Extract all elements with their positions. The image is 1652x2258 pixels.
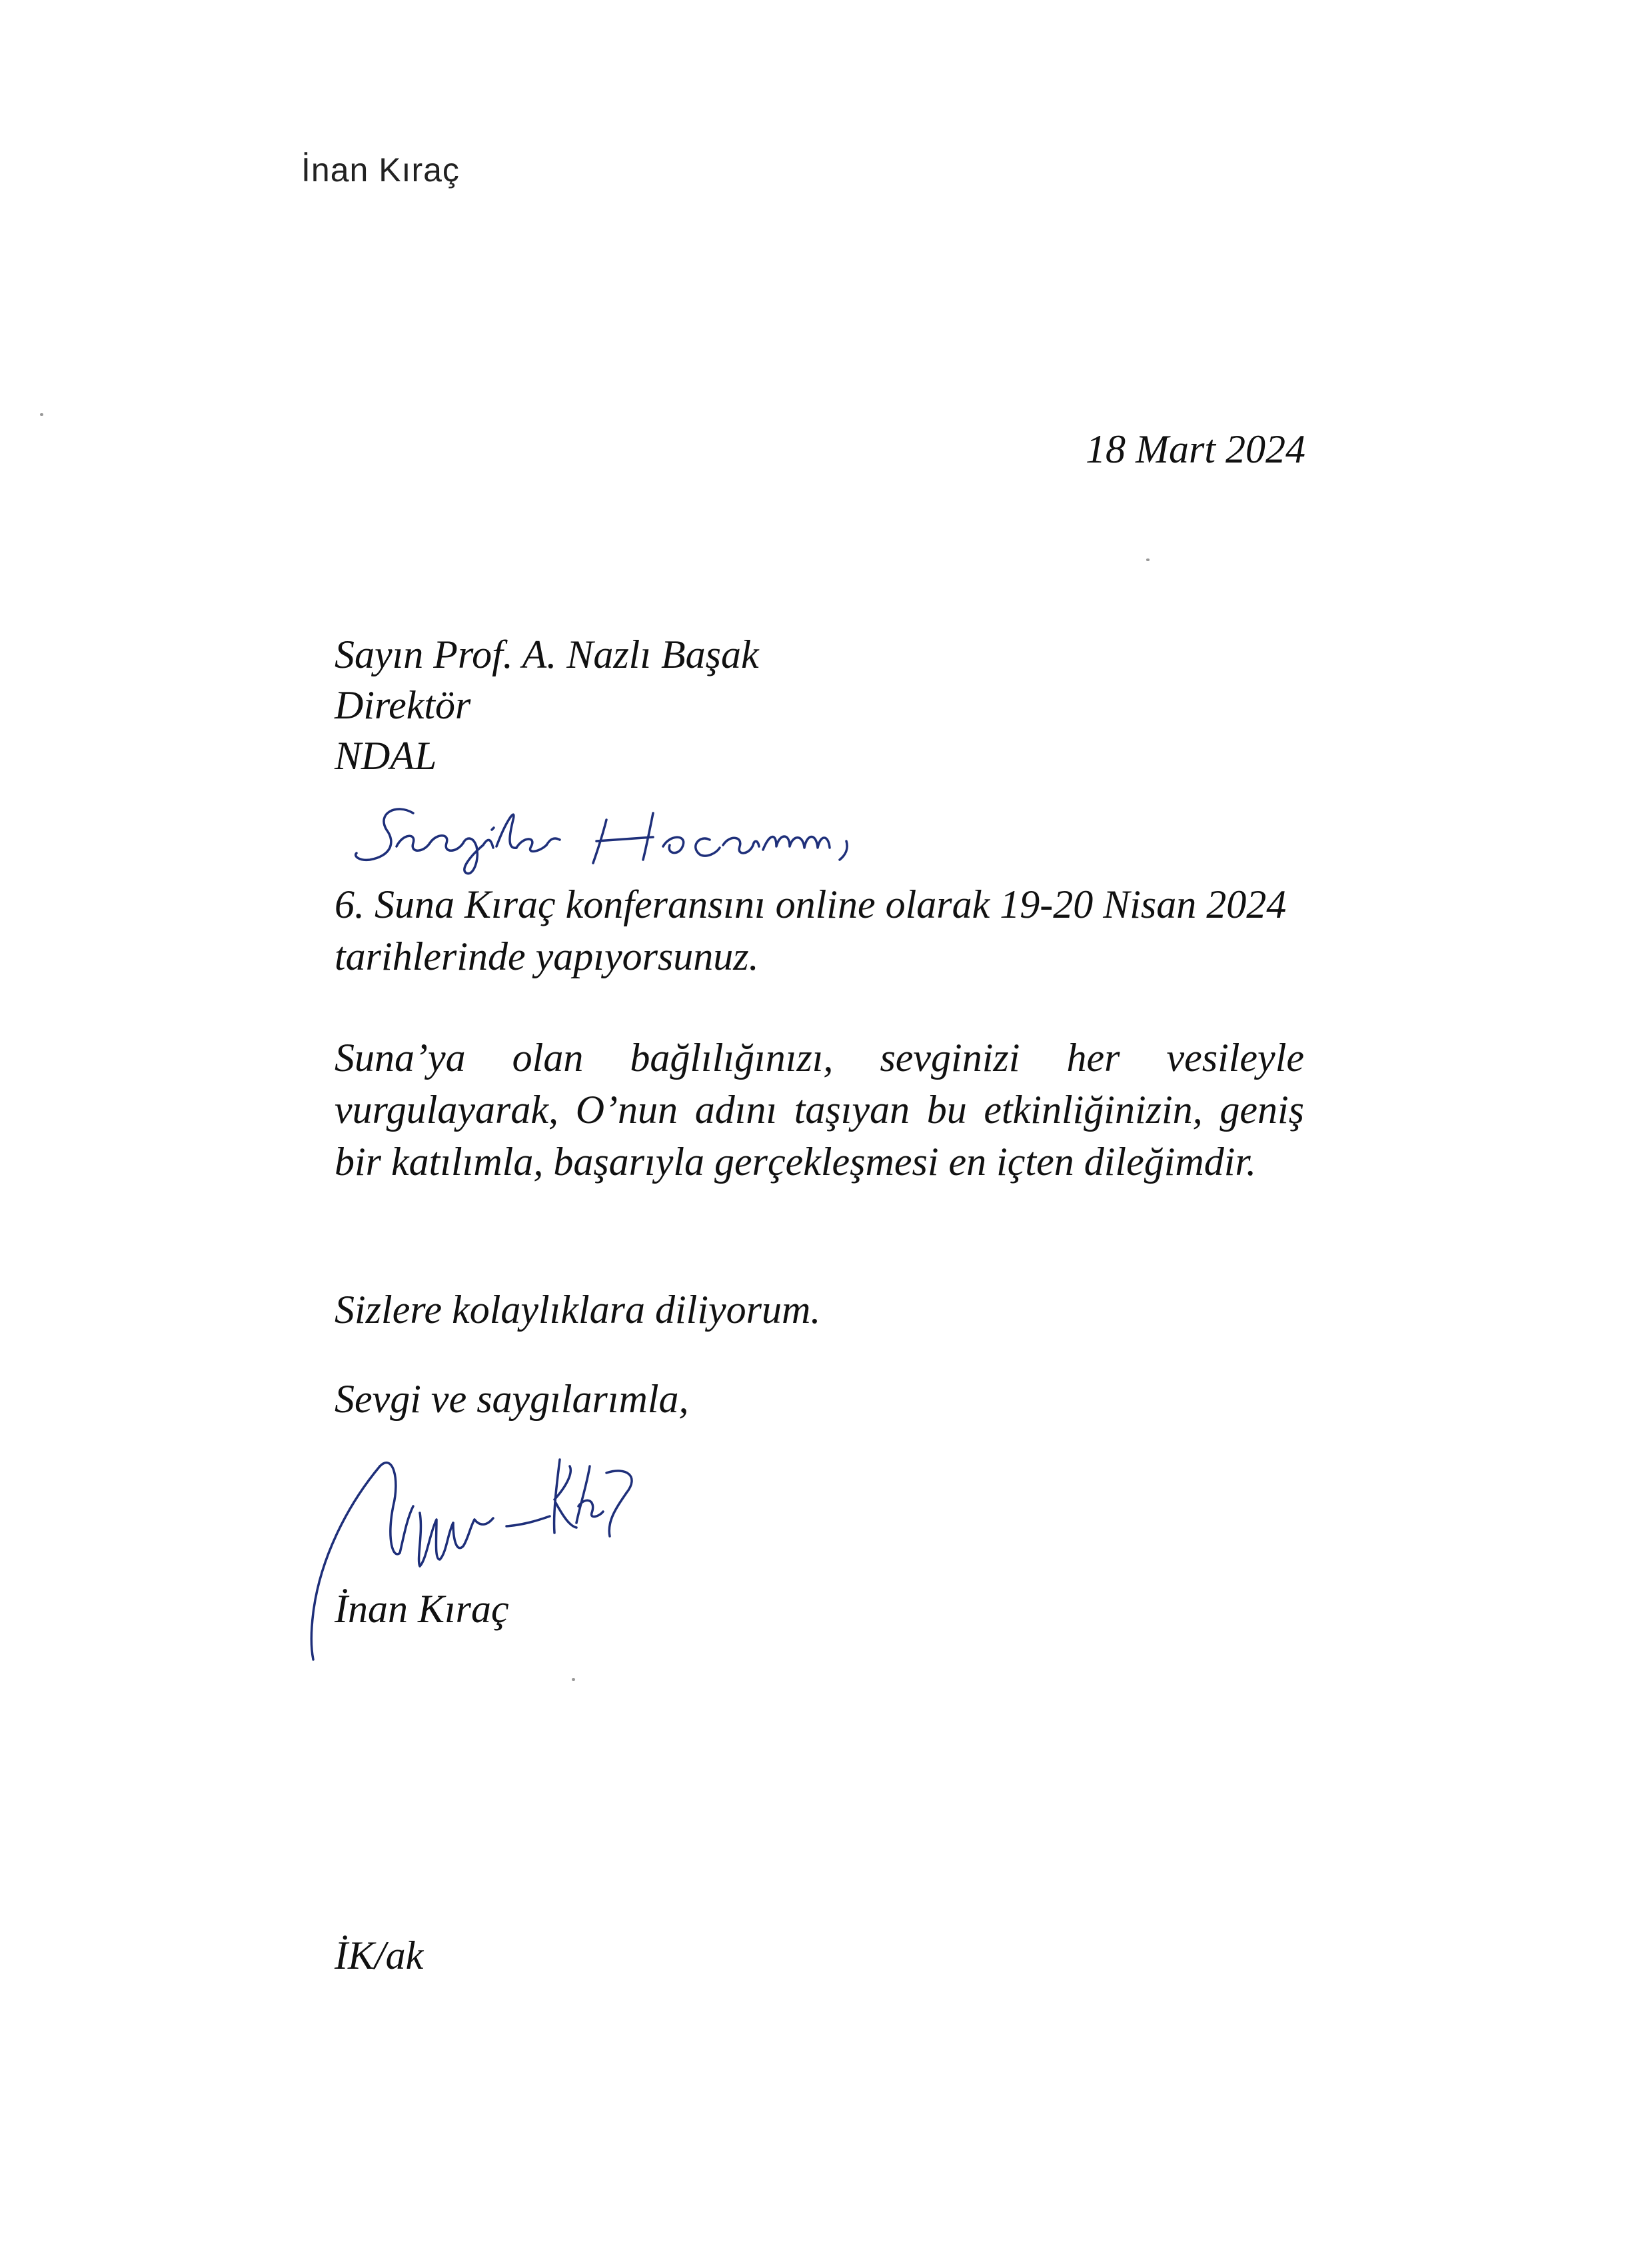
recipient-block xyxy=(335,629,759,781)
signature xyxy=(293,1426,693,1693)
recipient-name: Sayın Prof. A. Nazlı Başak xyxy=(335,632,759,676)
closing-line: Sevgi ve saygılarımla, xyxy=(335,1377,689,1421)
letter-date: 18 Mart 2024 xyxy=(1086,427,1305,471)
handwritten-salutation xyxy=(350,793,923,880)
scan-speck xyxy=(1146,559,1150,561)
paragraph-wishes: Suna’ya olan bağlılığınızı, sevginizi her vesileyle vurgulayarak, O’nun adını taşıyan bu etkinliğinizin, geniş bir katılımla, başarıyla gerçekleşmesi en içten dileğimdir. xyxy=(335,1036,1304,1184)
paragraph-conference: 6. Suna Kıraç konferansını online olarak 19-20 Nisan 2024 tarihlerinde yapıyorsunuz. xyxy=(335,882,1287,978)
signer-name: İnan Kıraç xyxy=(335,1587,509,1631)
paragraph-greeting: Sizlere kolaylıklara diliyorum. xyxy=(335,1288,821,1332)
recipient-title: Direktör xyxy=(335,683,471,727)
reference-initials: İK/ak xyxy=(335,1933,424,1977)
letterhead-name: İnan Kıraç xyxy=(301,151,460,189)
scan-speck xyxy=(40,413,43,416)
scan-speck xyxy=(572,1678,575,1681)
recipient-organization: NDAL xyxy=(335,734,437,778)
